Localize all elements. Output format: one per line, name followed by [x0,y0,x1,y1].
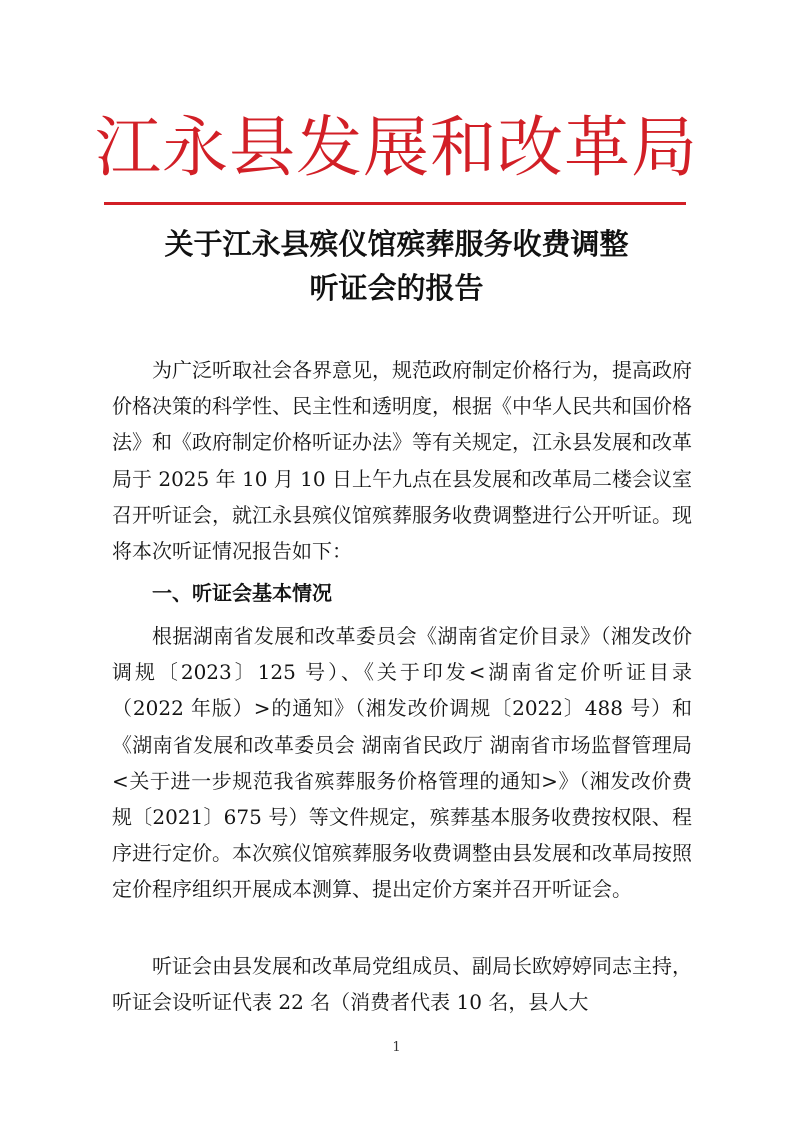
letterhead-org-name: 江永县发展和改革局 [95,109,698,186]
body-paragraph-hearing-host: 听证会由县发展和改革局党组成员、副局长欧婷婷同志主持，听证会设听证代表 22 名（消费者代表 10 名，县人大 [112,954,692,1015]
document-title-line-1: 关于江永县殡仪馆殡葬服务收费调整 [164,227,629,261]
section-heading-basic-info: 一、听证会基本情况 [152,581,332,605]
letterhead-red-rule [104,202,686,205]
body-paragraph-legal-basis: 根据湖南省发展和改革委员会《湖南省定价目录》（湘发改价调规〔2023〕125 号）、《关于印发<湖南省定价听证目录（2022 年版）>的通知》（湘发改价调规〔2022〕488 号）和《湖南省发展和改革委员会 湖南省民政厅 湖南省市场监督管理局<关于进一步规范我省殡葬服务价格管理的通知>》（湘发改价费规〔2021〕675 号）等文件规定，殡葬基本服务收费按权限、程序进行定价。本次殡仪馆殡葬服务收费调整由县发展和改革局按照定价程序组织开展成本测算、提出定价方案并召开听证会。 [112,624,692,902]
document-title-line-2: 听证会的报告 [309,271,484,305]
page-number: 1 [392,1040,401,1055]
body-paragraph-intro: 为广泛听取社会各界意见，规范政府制定价格行为，提高政府价格决策的科学性、民主性和透明度，根据《中华人民共和国价格法》和《政府制定价格听证办法》等有关规定，江永县发展和改革局于 2025 年 10 月 10 日上午九点在县发展和改革局二楼会议室召开听证会，就江永县殡仪馆殡葬服务收费调整进行公开听证。现将本次听证情况报告如下： [112,358,692,564]
